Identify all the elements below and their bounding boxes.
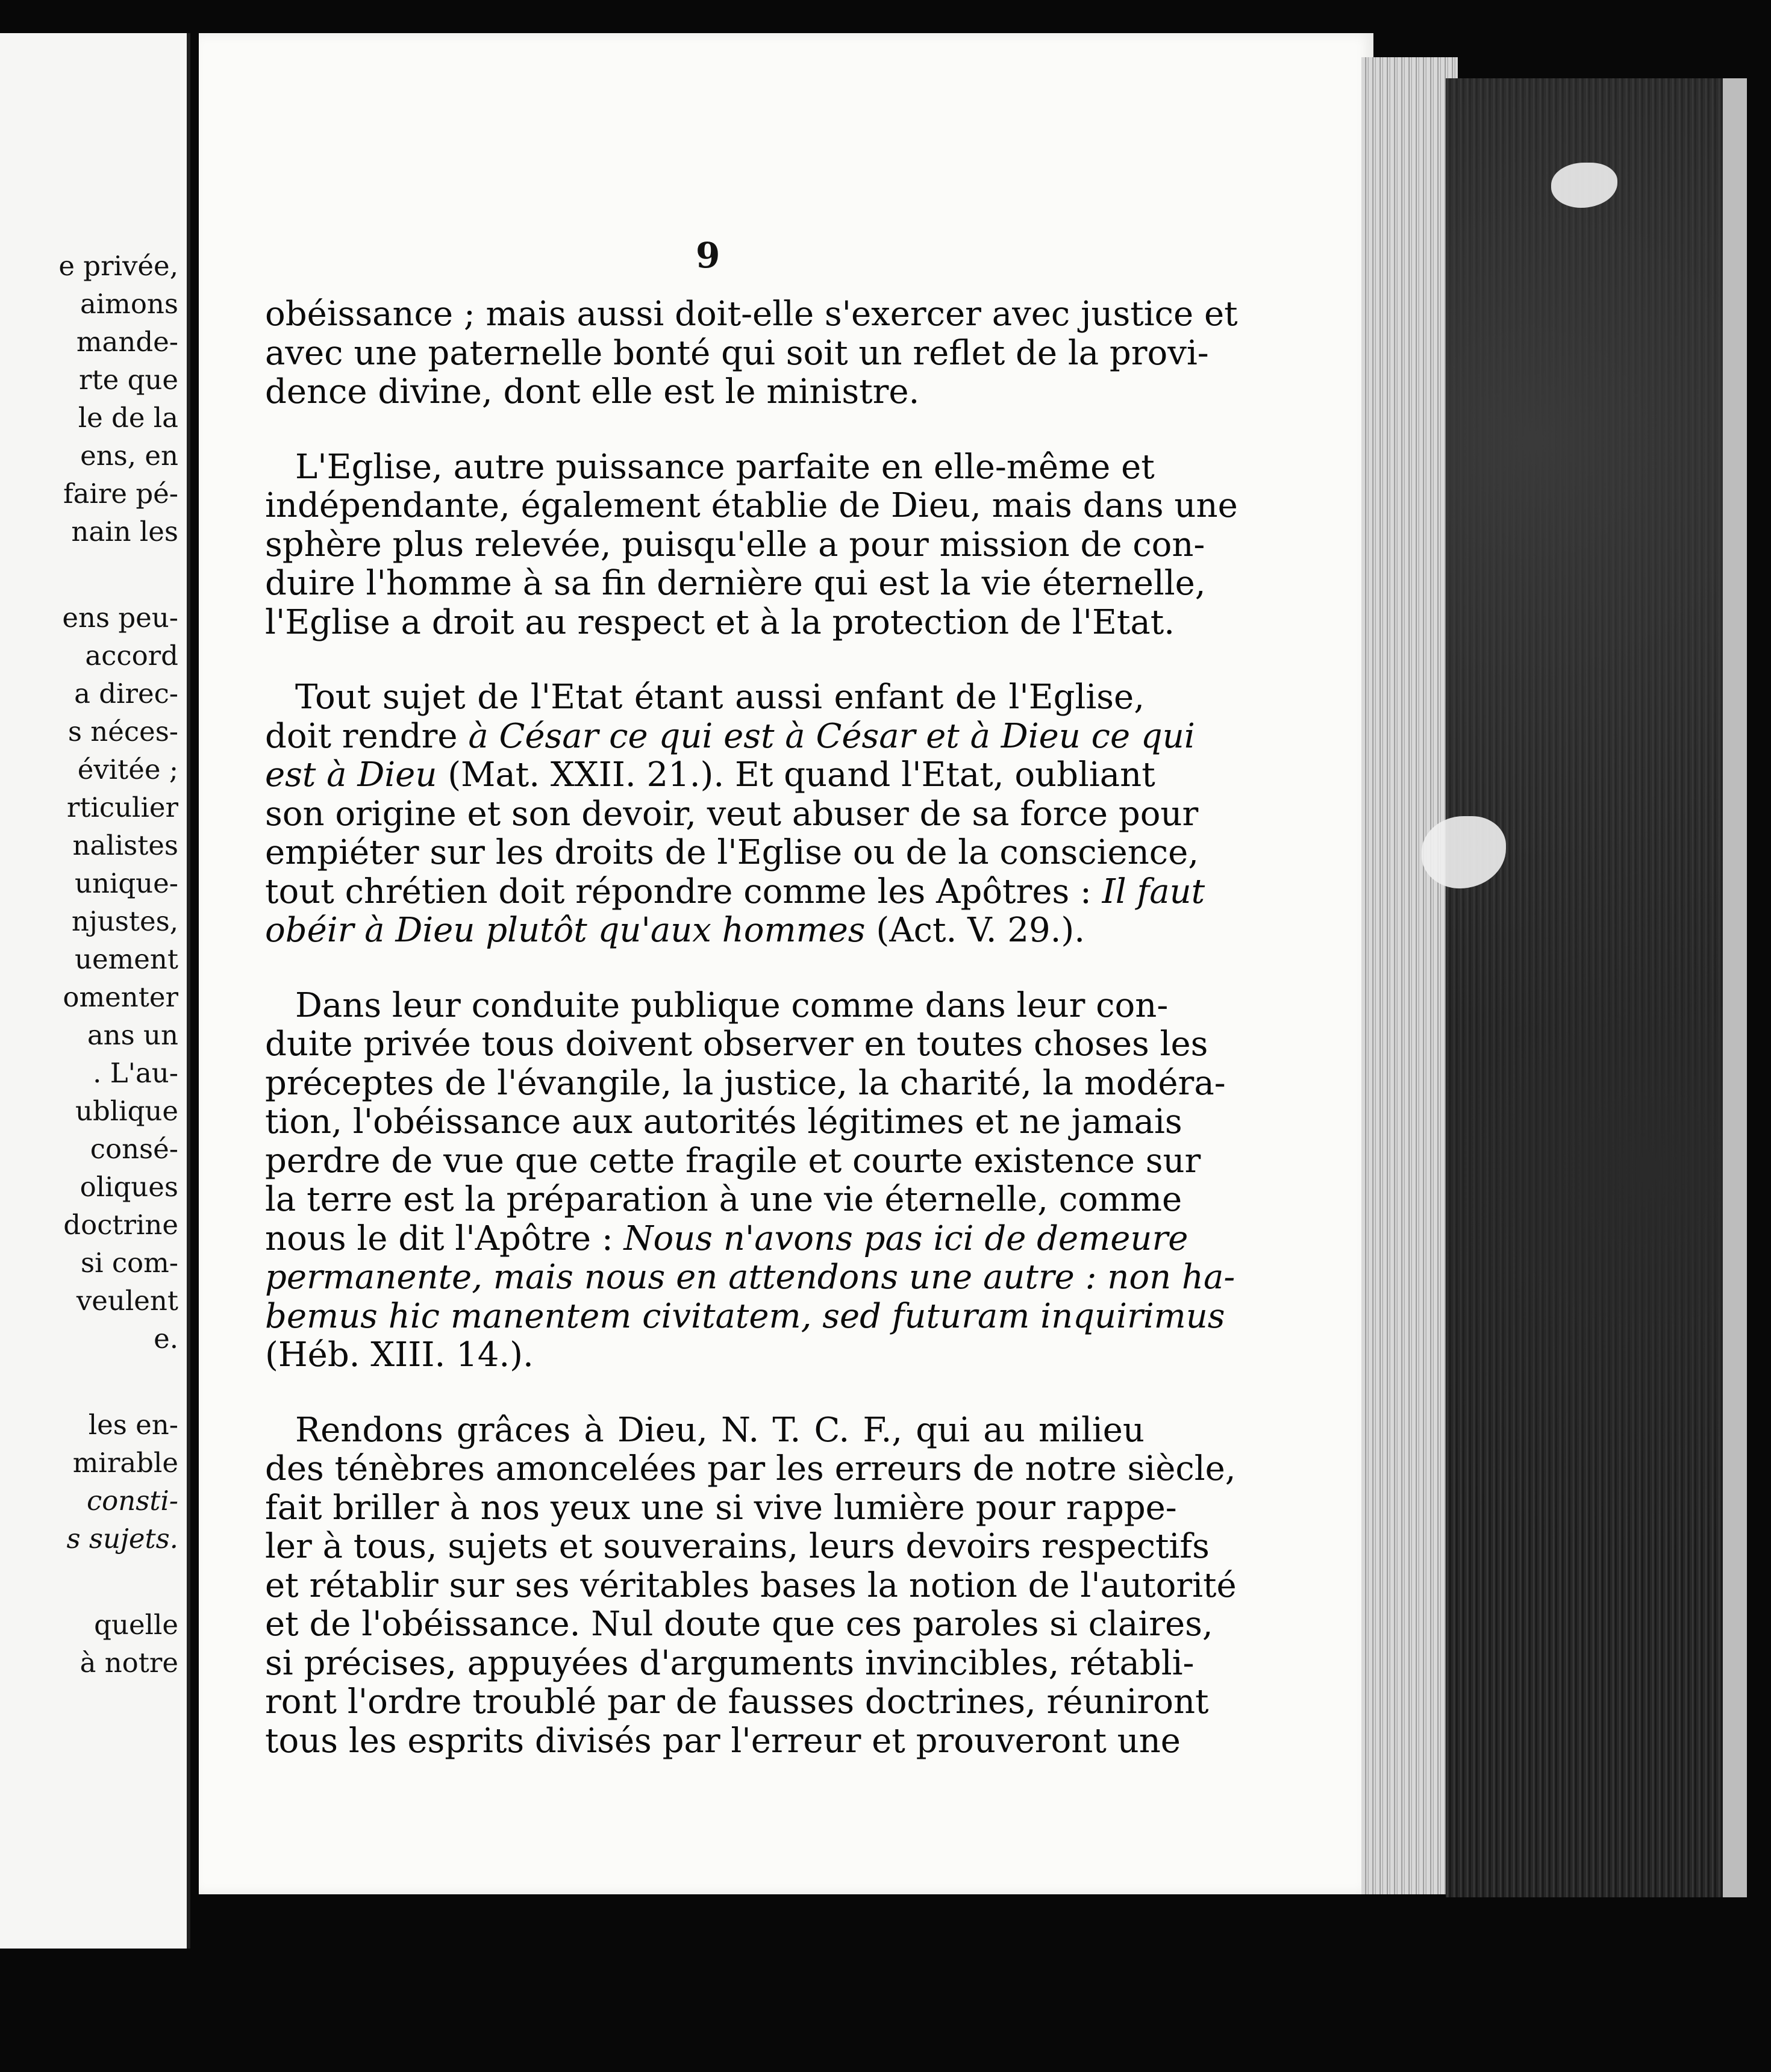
- text-line: [265, 1258, 1235, 1297]
- text-line: ront l'ordre troublé par de fausses doctrines, réuniront: [265, 1682, 1209, 1721]
- text-line: et de l'obéissance. Nul doute que ces paroles si claires,: [265, 1605, 1213, 1644]
- left-page-line: le de la: [78, 402, 178, 434]
- left-page-line: quelle: [94, 1609, 178, 1641]
- left-page-line: nain les: [71, 516, 178, 548]
- text-line: fait briller à nos yeux une si vive lumière pour rappe-: [265, 1488, 1177, 1527]
- text-line: empiéter sur les droits de l'Eglise ou de la conscience,: [265, 833, 1199, 872]
- italic-quote: à César ce qui est à César et à Dieu ce qui: [468, 716, 1195, 756]
- left-page-line: ans un: [87, 1019, 178, 1051]
- text-line: sphère plus relevée, puisqu'elle a pour mission de con-: [265, 525, 1205, 564]
- left-page-line: doctrine: [63, 1209, 178, 1241]
- paragraph-1: [265, 295, 1238, 412]
- text-line: son origine et son devoir, veut abuser de sa force pour: [265, 794, 1199, 834]
- text-line: perdre de vue que cette fragile et courte existence sur: [265, 1141, 1201, 1181]
- text-line: [265, 755, 1155, 795]
- left-page-line: mirable: [72, 1447, 178, 1479]
- text-run: (Act. V. 29.).: [865, 911, 1085, 950]
- page-number: 9: [696, 235, 720, 276]
- left-page-line: a direc-: [74, 678, 178, 710]
- text-line: [265, 872, 1205, 912]
- text-line: obéissance ; mais aussi doit-elle s'exercer avec justice et: [265, 295, 1238, 334]
- text-line: et rétablir sur ses véritables bases la notion de l'autorité: [265, 1565, 1237, 1605]
- left-page-line: e privée,: [58, 250, 178, 282]
- cover-rim: [1723, 78, 1747, 1897]
- text-line: Tout sujet de l'Etat étant aussi enfant de l'Eglise,: [295, 678, 1145, 717]
- left-page-line: aimons: [80, 288, 178, 320]
- left-page-line: omenter: [63, 981, 178, 1013]
- left-page-line: nalistes: [72, 829, 178, 861]
- text-line: des ténèbres amoncelées par les erreurs de notre siècle,: [265, 1449, 1236, 1488]
- page-edges: [1361, 57, 1458, 1894]
- italic-quote: Nous n'avons pas ici de demeure: [623, 1219, 1188, 1258]
- left-page-gap: [0, 551, 178, 599]
- italic-quote: est à Dieu: [265, 755, 437, 794]
- paragraph-5: [265, 1410, 1237, 1761]
- text-line: dence divine, dont elle est le ministre.: [265, 372, 920, 411]
- text-line: L'Eglise, autre puissance parfaite en elle-même et: [295, 447, 1155, 487]
- left-page-line: mande-: [76, 326, 178, 358]
- text-line: [265, 1296, 1225, 1337]
- left-page-line: uement: [75, 943, 178, 975]
- left-page-line: njustes,: [71, 905, 178, 937]
- text-line: l'Eglise a droit au respect et à la protection de l'Etat.: [265, 602, 1175, 642]
- paragraph-2: [265, 447, 1238, 643]
- text-line: [265, 716, 1195, 757]
- italic-quote: Il faut: [1102, 872, 1205, 911]
- left-page-gap: [0, 1358, 178, 1406]
- text-line: [265, 1219, 1188, 1259]
- text-run: doit rendre: [265, 716, 469, 756]
- left-page-line: accord: [85, 640, 178, 672]
- italic-quote: permanente, mais nous en attendons une autre : non ha-: [265, 1258, 1235, 1297]
- book-cover: [1446, 78, 1735, 1897]
- left-page-text-fragments: [0, 247, 178, 1682]
- text-line: tous les esprits divisés par l'erreur et prouveront une: [265, 1721, 1181, 1761]
- left-page-line: rte que: [79, 364, 178, 396]
- text-line: ler à tous, sujets et souverains, leurs devoirs respectifs: [265, 1527, 1210, 1566]
- text-line: tion, l'obéissance aux autorités légitimes et ne jamais: [265, 1102, 1182, 1141]
- left-page-line: unique-: [75, 867, 178, 899]
- left-page-line: rticulier: [66, 791, 178, 823]
- left-facing-page: [0, 33, 190, 1949]
- left-page-line: s néces-: [67, 716, 178, 747]
- text-line: Rendons grâces à Dieu, N. T. C. F., qui au milieu: [295, 1410, 1145, 1450]
- left-page-line: ublique: [75, 1095, 178, 1127]
- paragraph-4: [265, 985, 1235, 1375]
- left-page-line: veulent: [76, 1285, 178, 1317]
- text-line: Dans leur conduite publique comme dans leur con-: [295, 985, 1169, 1025]
- left-page-line: ens peu-: [62, 602, 178, 634]
- left-page-line: si com-: [81, 1247, 178, 1279]
- left-page-line: évitée ;: [77, 754, 178, 785]
- left-page-line: consti-: [86, 1485, 178, 1517]
- left-page-line: e.: [154, 1323, 178, 1355]
- left-page-line: . L'au-: [93, 1057, 178, 1089]
- left-page-line: ens, en: [80, 440, 178, 472]
- italic-quote: obéir à Dieu plutôt qu'aux hommes: [265, 911, 866, 950]
- left-page-line: oliques: [80, 1171, 178, 1203]
- text-line: avec une paternelle bonté qui soit un reflet de la provi-: [265, 333, 1209, 373]
- text-run: nous le dit l'Apôtre :: [265, 1219, 624, 1258]
- text-line: la terre est la préparation à une vie éternelle, comme: [265, 1180, 1182, 1219]
- text-line: (Héb. XIII. 14.).: [265, 1335, 534, 1375]
- paragraph-3: [265, 678, 1205, 950]
- left-page-gap: [0, 1558, 178, 1606]
- left-page-line: s sujets.: [66, 1523, 178, 1555]
- left-page-line: les en-: [88, 1409, 178, 1441]
- text-line: indépendante, également établie de Dieu, mais dans une: [265, 486, 1238, 525]
- left-page-line: à notre: [80, 1647, 178, 1679]
- text-line: duite privée tous doivent observer en toutes choses les: [265, 1025, 1208, 1064]
- text-run: tout chrétien doit répondre comme les Apôtres :: [265, 872, 1102, 911]
- text-line: duire l'homme à sa fin dernière qui est la vie éternelle,: [265, 564, 1206, 603]
- text-line: si précises, appuyées d'arguments invincibles, rétabli-: [265, 1643, 1195, 1683]
- left-page-line: consé-: [90, 1133, 178, 1165]
- text-run: (Mat. XXII. 21.). Et quand l'Etat, oubliant: [437, 755, 1155, 794]
- page-body: [265, 295, 1238, 1797]
- left-page-line: faire pé-: [63, 478, 178, 510]
- text-line: préceptes de l'évangile, la justice, la charité, la modéra-: [265, 1063, 1226, 1103]
- italic-quote: bemus hic manentem civitatem, sed futuram inquirimus: [265, 1296, 1225, 1336]
- text-line: [265, 911, 1145, 950]
